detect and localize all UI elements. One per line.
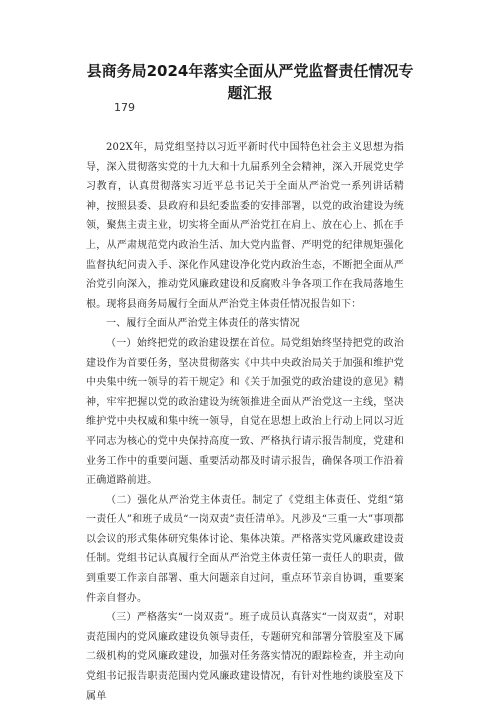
document-number: 179	[114, 101, 135, 114]
body-paragraph: （二）强化从严治党主体责任。制定了《党组主体责任、党组“第一责任人”和班子成员“一岗双责”责任清单》。凡涉及“三重一大”事项都以会议的形式集体研究集体讨论、集体决策。严格落实党风廉政建设责任制。党组书记认真履行全面从严治党主体责任第一责任人的职责，做到重要工作亲自部署、重大问题亲自过问，重点环节亲自协调，重要案件亲自督办。	[86, 494, 404, 604]
document-title: 县商务局2024年落实全面从严党监督责任情况专题汇报	[86, 62, 414, 102]
section-heading: 一、履行全面从严治党主体责任的落实情况	[106, 318, 300, 330]
document-body	[86, 138, 404, 706]
body-paragraph: （一）始终把党的政治建设摆在首位。局党组始终坚持把党的政治建设作为首要任务，坚决贯彻落实《中共中央政治局关于加强和维护党中央集中统一领导的若干规定》和《关于加强党的政治建设的意见》精神，牢牢把握以党的政治建设为统领推进全面从严治党这一主线，坚决维护党中央权威和集中统一领导，自觉在思想上政治上行动上同以习近平同志为核心的党中央保持高度一致、严格执行请示报告制度，党建和业务工作中的重要问题、重要活动都及时请示报告，确保各项工作沿着正确道路前进。	[86, 337, 404, 487]
intro-paragraph: 202X年，局党组坚持以习近平新时代中国特色社会主义思想为指导，深入贯彻落实党的十九大和十九届系列全会精神，深入开展党史学习教育，认真贯彻落实习近平总书记关于全面从严治党一系列讲话精神，按照县委、县政府和县纪委监委的安排部署，以党的政治建设为统领，聚焦主责主业，切实将全面从严治党扛在肩上、放在心上、抓在手上，从严肃规范党内政治生活、加大党内监督、严明党的纪律规矩强化监督执纪问责入手、深化作风建设净化党内政治生态，不断把全面从严治党引向深入，推动党风廉政建设和反腐败斗争各项工作在我局落地生根。现将县商务局履行全面从严治党主体责任情况报告如下：	[86, 142, 404, 310]
body-paragraph: （三）严格落实“一岗双责”。班子成员认真落实“一岗双责”，对职责范围内的党风廉政建设负领导责任，专题研究和部署分管股室及下属二级机构的党风廉政建设，加强对任务落实情况的跟踪检查，并主动向党组书记报告职责范围内党风廉政建设情况，有针对性地约谈股室及下属单	[86, 612, 404, 702]
